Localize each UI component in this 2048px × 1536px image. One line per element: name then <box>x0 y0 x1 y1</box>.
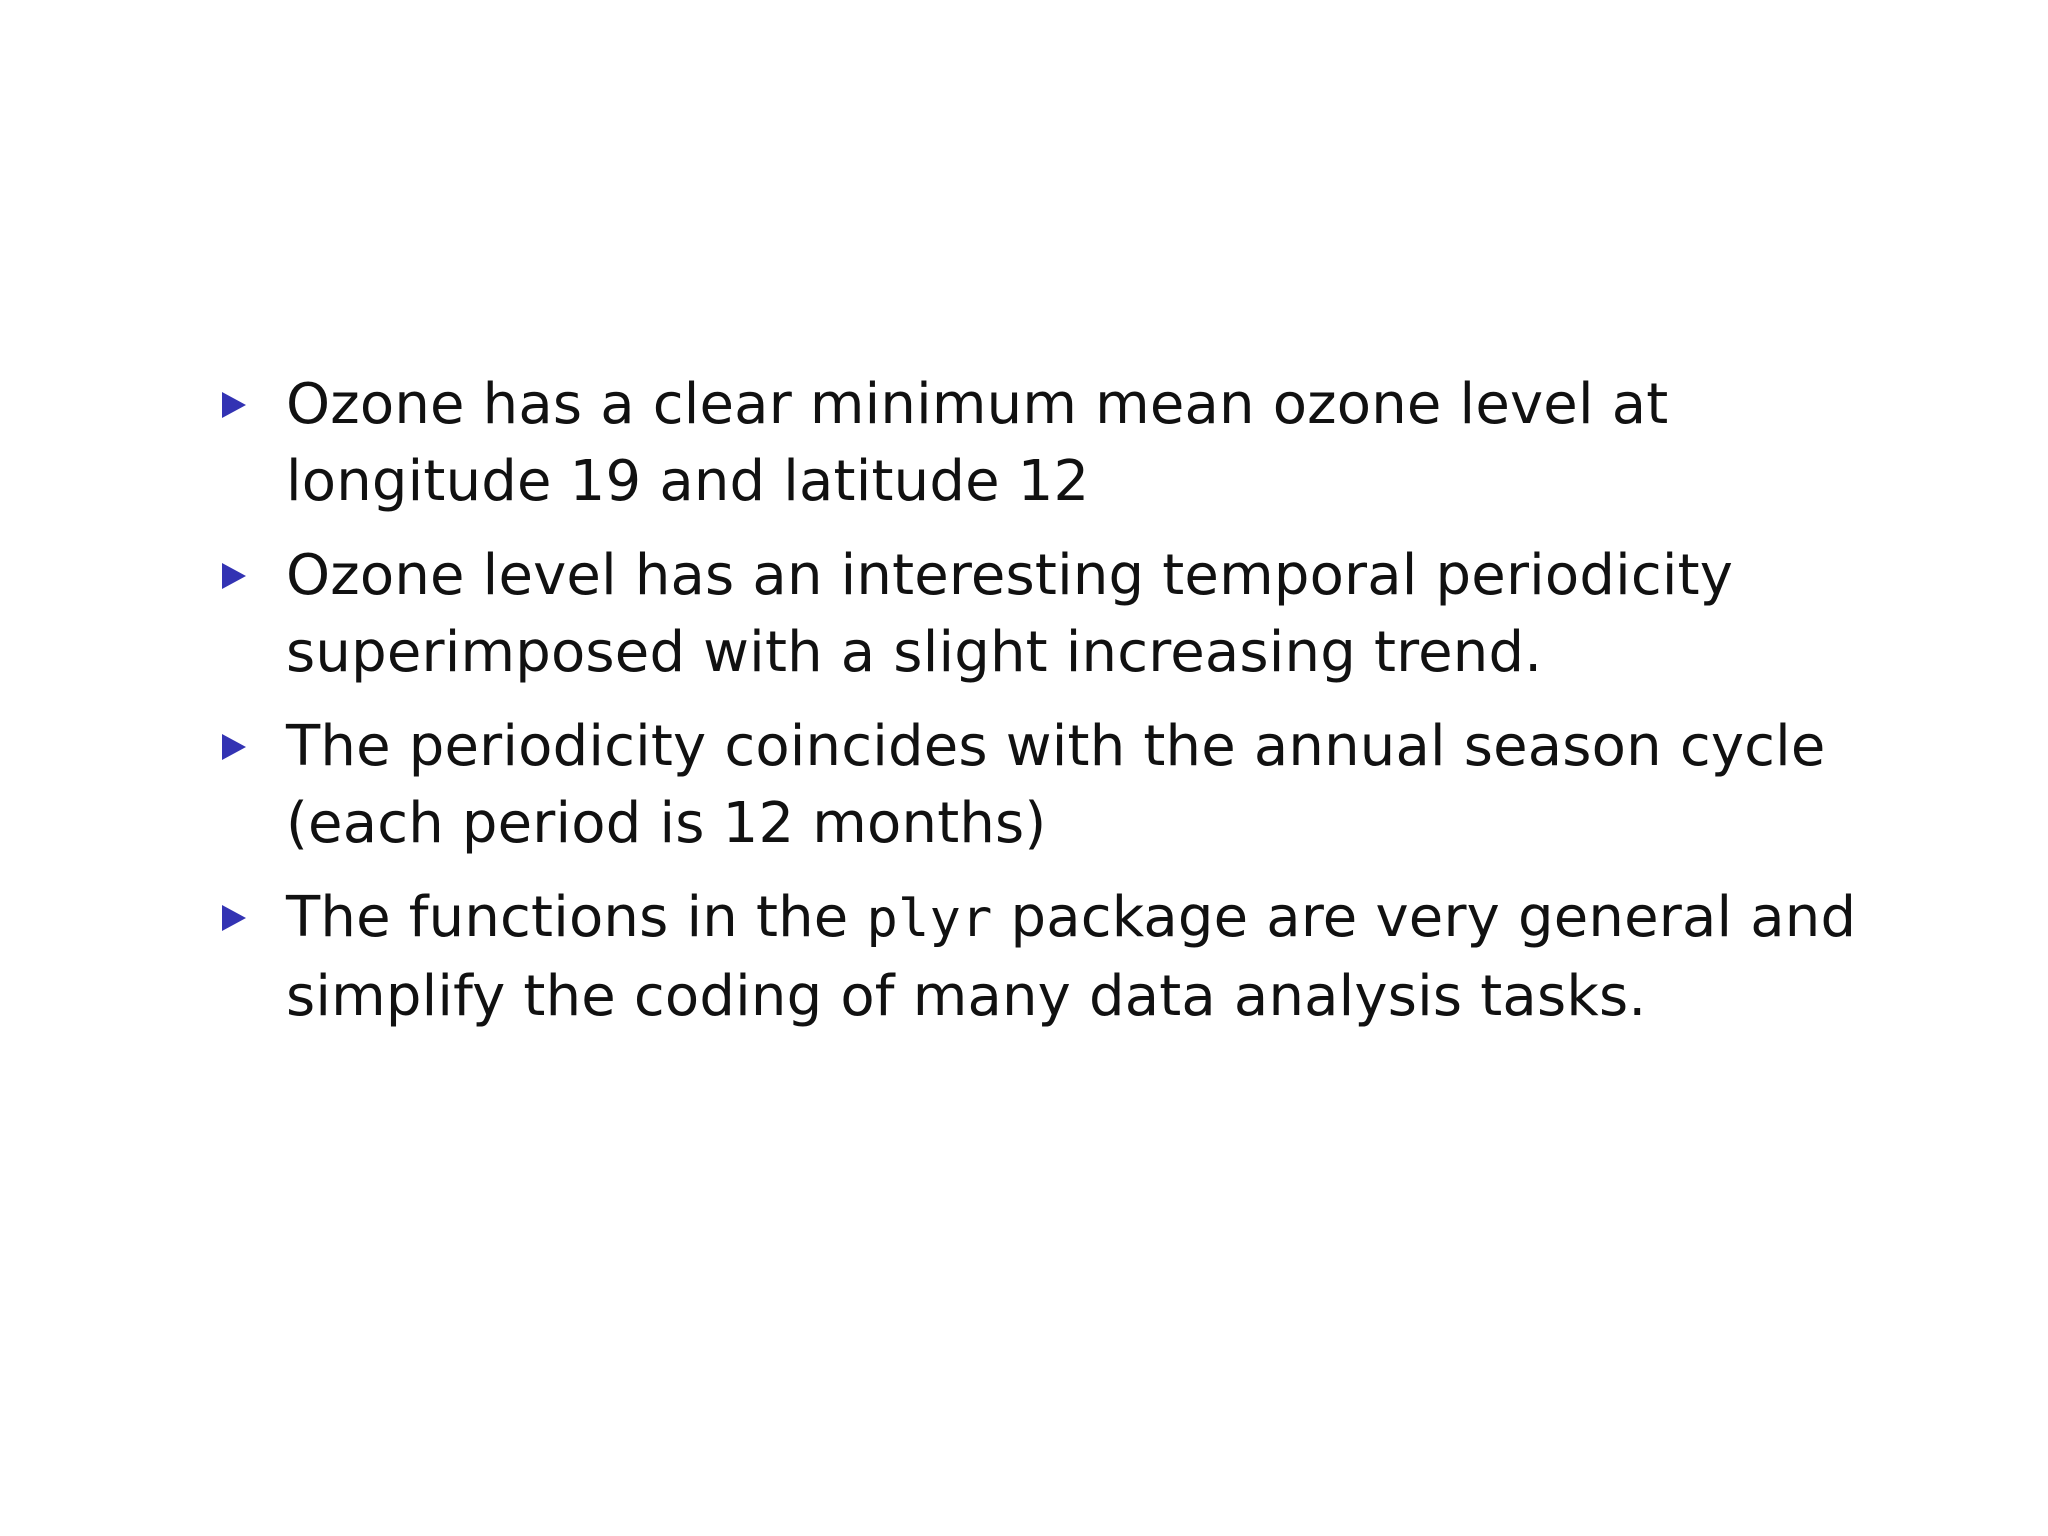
bullet-item <box>222 879 1902 1035</box>
triangle-bullet-icon <box>222 734 246 760</box>
bullet-text: The periodicity coincides with the annual season cycle (each period is 12 months) <box>286 714 1826 856</box>
bullet-item <box>222 366 1902 520</box>
bullet-item <box>222 708 1902 862</box>
bullet-list <box>222 366 1902 1052</box>
bullet-text: Ozone has a clear minimum mean ozone level at longitude 19 and latitude 12 <box>286 372 1669 514</box>
bullet-text: Ozone level has an interesting temporal periodicity superimposed with a slight increasing trend. <box>286 543 1734 685</box>
triangle-bullet-icon <box>222 563 246 589</box>
triangle-bullet-icon <box>222 905 246 931</box>
bullet-item <box>222 537 1902 691</box>
bullet-text-before: The functions in the <box>286 885 867 950</box>
bullet-text-after: package are very general and simplify the coding of many data analysis tasks. <box>286 885 1857 1029</box>
package-name-code: plyr <box>866 889 993 949</box>
triangle-bullet-icon <box>222 392 246 418</box>
